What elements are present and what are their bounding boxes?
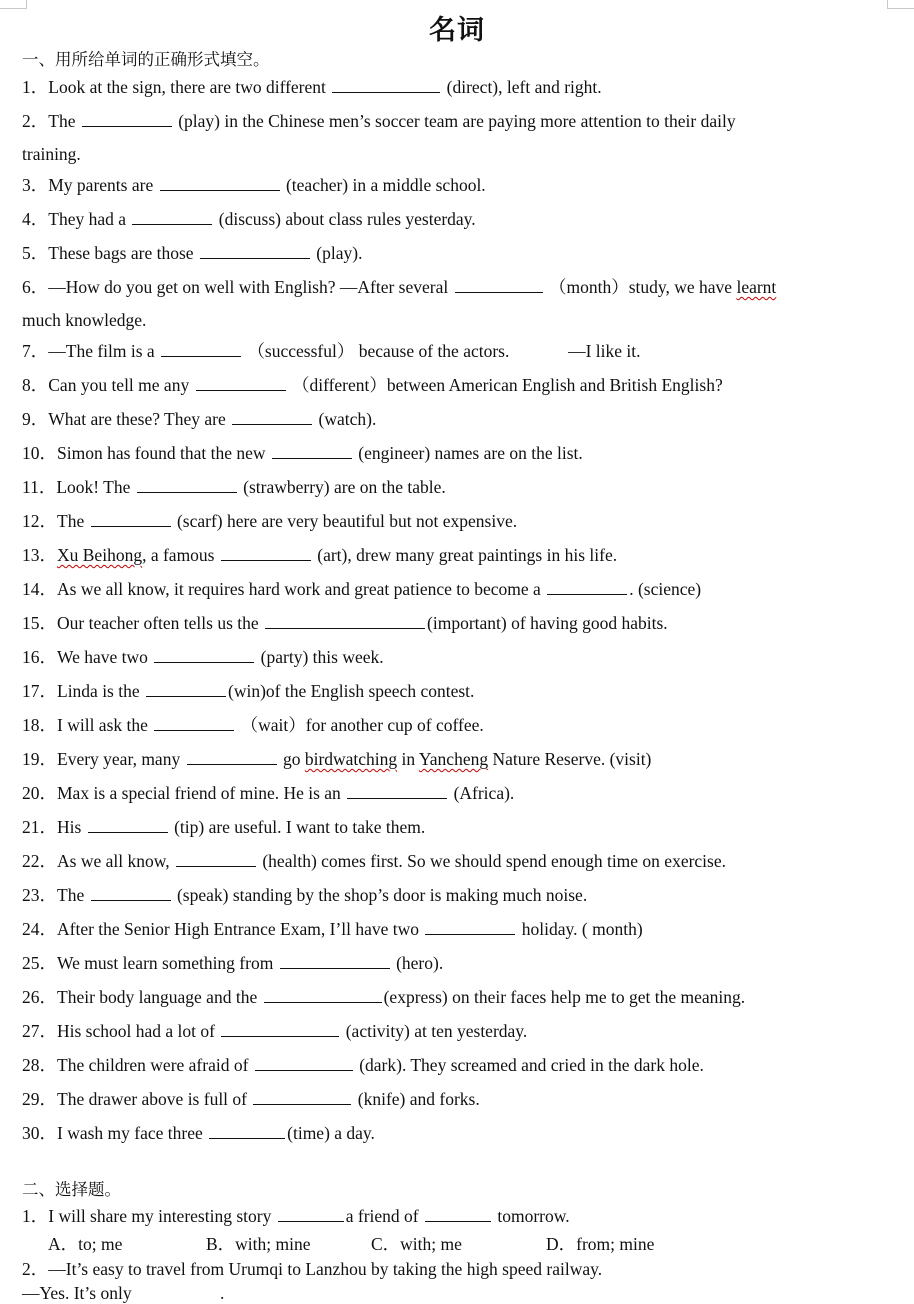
answer-blank[interactable] <box>280 953 390 969</box>
mc-question-1: 1．I will share my interesting story a friend of tomorrow. <box>22 1206 570 1226</box>
question-17: 17．Linda is the (win)of the English speech contest. <box>22 681 475 701</box>
question-14: 14．As we all know, it requires hard work and great patience to become a . (science) <box>22 579 702 599</box>
question-8: 8．Can you tell me any （different）between American English and British English? <box>22 375 723 395</box>
answer-blank[interactable] <box>88 817 168 833</box>
question-4: 4．They had a (discuss) about class rules yesterday. <box>22 209 476 229</box>
answer-blank[interactable] <box>278 1206 344 1222</box>
question-29: 29．The drawer above is full of (knife) and forks. <box>22 1089 480 1109</box>
answer-blank[interactable] <box>221 1021 339 1037</box>
answer-blank[interactable] <box>91 511 171 527</box>
question-2-cont: training. <box>22 144 81 164</box>
question-16: 16．We have two (party) this week. <box>22 647 384 667</box>
answer-blank[interactable] <box>176 851 256 867</box>
mc-question-1-options <box>48 1233 654 1255</box>
question-13: 13．Xu Beihong, a famous (art), drew many great paintings in his life. <box>22 545 618 565</box>
question-26: 26．Their body language and the (express) on their faces help me to get the meaning. <box>22 987 746 1007</box>
answer-blank[interactable] <box>425 919 515 935</box>
question-12: 12．The (scarf) here are very beautiful but not expensive. <box>22 511 518 531</box>
question-6-cont: much knowledge. <box>22 310 147 330</box>
answer-blank[interactable] <box>132 209 212 225</box>
answer-blank[interactable] <box>196 375 286 391</box>
answer-blank[interactable] <box>232 409 312 425</box>
answer-blank[interactable] <box>264 987 382 1003</box>
option-d[interactable]: D．from; mine <box>546 1234 655 1254</box>
answer-blank[interactable] <box>221 545 311 561</box>
answer-blank[interactable] <box>347 783 447 799</box>
answer-blank[interactable] <box>253 1089 351 1105</box>
answer-blank[interactable] <box>265 613 425 629</box>
answer-blank[interactable] <box>146 681 226 697</box>
question-5: 5．These bags are those (play). <box>22 243 363 263</box>
question-18: 18．I will ask the （wait）for another cup of coffee. <box>22 715 484 735</box>
answer-blank[interactable] <box>455 277 543 293</box>
answer-blank[interactable] <box>209 1123 285 1139</box>
question-19: 19．Every year, many go birdwatching in Yancheng Nature Reserve. (visit) <box>22 749 652 769</box>
question-7: 7．—The film is a （successful） because of the actors. —I like it. <box>22 341 641 361</box>
question-23: 23．The (speak) standing by the shop’s door is making much noise. <box>22 885 588 905</box>
answer-blank[interactable] <box>154 715 234 731</box>
answer-blank[interactable] <box>91 885 171 901</box>
question-9: 9．What are these? They are (watch). <box>22 409 377 429</box>
section-heading: 一、用所给单词的正确形式填空。 <box>22 50 270 69</box>
answer-blank[interactable] <box>425 1206 491 1222</box>
answer-blank[interactable] <box>547 579 627 595</box>
answer-blank[interactable] <box>160 175 280 191</box>
question-3: 3．My parents are (teacher) in a middle school. <box>22 175 486 195</box>
option-a[interactable]: A．to; me <box>48 1234 123 1254</box>
question-2: 2．The (play) in the Chinese men’s soccer team are paying more attention to their daily <box>22 111 736 131</box>
question-15: 15．Our teacher often tells us the (important) of having good habits. <box>22 613 668 633</box>
question-20: 20．Max is a special friend of mine. He is an (Africa). <box>22 783 515 803</box>
option-b[interactable]: B．with; mine <box>206 1234 311 1254</box>
question-27: 27．His school had a lot of (activity) at ten yesterday. <box>22 1021 528 1041</box>
question-10: 10．Simon has found that the new (engineer) names are on the list. <box>22 443 583 463</box>
page-title: 名词 <box>429 15 485 46</box>
answer-blank[interactable] <box>272 443 352 459</box>
question-30: 30．I wash my face three (time) a day. <box>22 1123 375 1143</box>
mc-question-2: 2．—It’s easy to travel from Urumqi to Lanzhou by taking the high speed railway. <box>22 1259 603 1279</box>
question-21: 21．His (tip) are useful. I want to take them. <box>22 817 426 837</box>
question-24: 24．After the Senior High Entrance Exam, I’ll have two holiday. ( month) <box>22 919 643 939</box>
answer-blank[interactable] <box>200 243 310 259</box>
question-11: 11．Look! The (strawberry) are on the table. <box>22 477 446 497</box>
answer-blank[interactable] <box>161 341 241 357</box>
answer-blank[interactable] <box>255 1055 353 1071</box>
answer-blank[interactable] <box>154 647 254 663</box>
question-6: 6．—How do you get on well with English? —After several （month）study, we have learnt <box>22 277 777 297</box>
mc-question-2-reply: —Yes. It’s only . <box>22 1283 225 1303</box>
option-c[interactable]: C．with; me <box>371 1234 462 1254</box>
question-25: 25．We must learn something from (hero). <box>22 953 444 973</box>
answer-blank[interactable] <box>332 77 440 93</box>
answer-blank[interactable] <box>82 111 172 127</box>
question-28: 28．The children were afraid of (dark). They screamed and cried in the dark hole. <box>22 1055 704 1075</box>
answer-blank[interactable] <box>137 477 237 493</box>
question-1: 1．Look at the sign, there are two different (direct), left and right. <box>22 77 602 97</box>
answer-blank[interactable] <box>187 749 277 765</box>
section-heading: 二、选择题。 <box>22 1180 121 1199</box>
question-22: 22．As we all know, (health) comes first. So we should spend enough time on exercise. <box>22 851 726 871</box>
